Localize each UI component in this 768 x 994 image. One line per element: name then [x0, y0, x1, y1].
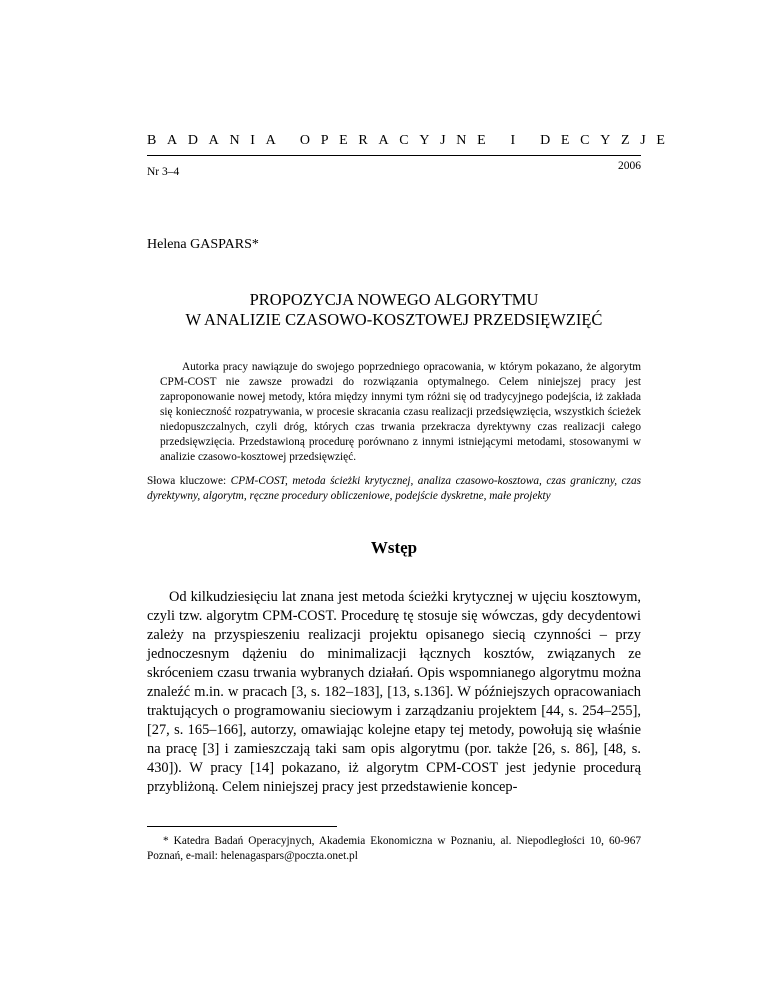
- keywords-values: CPM-COST, metoda ścieżki krytycznej, analiza czasowo-kosztowa, czas graniczny, czas dyrektywny, algorytm, ręczne procedury obliczeniowe, podejście dyskretne, małe projekty: [147, 475, 641, 502]
- issue-number: Nr 3–4: [147, 166, 180, 178]
- body-paragraph: Od kilkudziesięciu lat znana jest metoda ścieżki krytycznej w ujęciu kosztowym, czyli tzw. algorytm CPM-COST. Procedurę tę stosuje się wówczas, gdy decydentowi zależy na przyspieszeniu realizacji projektu opisanego siecią czynności – przy jednoczesnym dążeniu do minimalizacji łącznych kosztów, związanych ze skróceniem czasu trwania wybranych działań. Opis wspomnianego algorytmu można znaleźć m.in. w pracach [3, s. 182–183], [13, s.136]. W późniejszych opracowaniach traktujących o programowaniu sieciowym i zarządzaniu projektem [44, s. 254–255], [27, s. 165–166], autorzy, omawiając kolejne etapy tej metody, powołują się właśnie na pracę [3] i zamieszczają taki sam opis algorytmu (por. także [26, s. 86], [48, s. 430]). W pracy [14] pokazano, iż algorytm CPM-COST jest jedynie procedurą przybliżoną. Celem niniejszej pracy jest przedstawienie koncep-: [147, 589, 641, 795]
- section-heading: Wstęp: [370, 538, 418, 557]
- paper-title: [147, 290, 641, 330]
- keywords-label: Słowa kluczowe:: [147, 475, 227, 487]
- footnote-rule: [147, 826, 337, 827]
- publication-year: 2006: [618, 160, 641, 172]
- keywords: [147, 474, 641, 504]
- paper-title-line-1: PROPOZYCJA NOWEGO ALGORYTMU: [249, 290, 539, 309]
- paper-title-line-2: W ANALIZIE CZASOWO-KOSZTOWEJ PRZEDSIĘWZIĘĆ: [185, 310, 603, 329]
- abstract: Autorka pracy nawiązuje do swojego poprzedniego opracowania, w którym pokazano, że algorytm CPM-COST nie zawsze prowadzi do rozwiązania optymalnego. Celem niniejszej pracy jest zaproponowanie nowej metody, która między innymi tym różni się od tradycyjnego podejścia, iż zakłada się konieczność rozpatrywania, w procesie skracania czasu realizacji przedsięwzięcia, wszystkich ścieżek niedopuszczalnych, czyli dróg, których czas trwania przekracza dyrektywny czas realizacji całego przedsięwzięcia. Przedstawioną procedurę porównano z innymi istniejącymi metodami, stosowanymi w analizie czasowo-kosztowej przedsięwzięć.: [160, 361, 641, 463]
- journal-title: BADANIA OPERACYJNE I DECYZJE: [147, 133, 676, 148]
- header-rule: [147, 155, 641, 156]
- footnote: * Katedra Badań Operacyjnych, Akademia Ekonomiczna w Poznaniu, al. Niepodległości 10, 60-967 Poznań, e-mail: helenagaspars@poczta.onet.pl: [147, 835, 641, 862]
- author-name: Helena GASPARS*: [147, 237, 259, 252]
